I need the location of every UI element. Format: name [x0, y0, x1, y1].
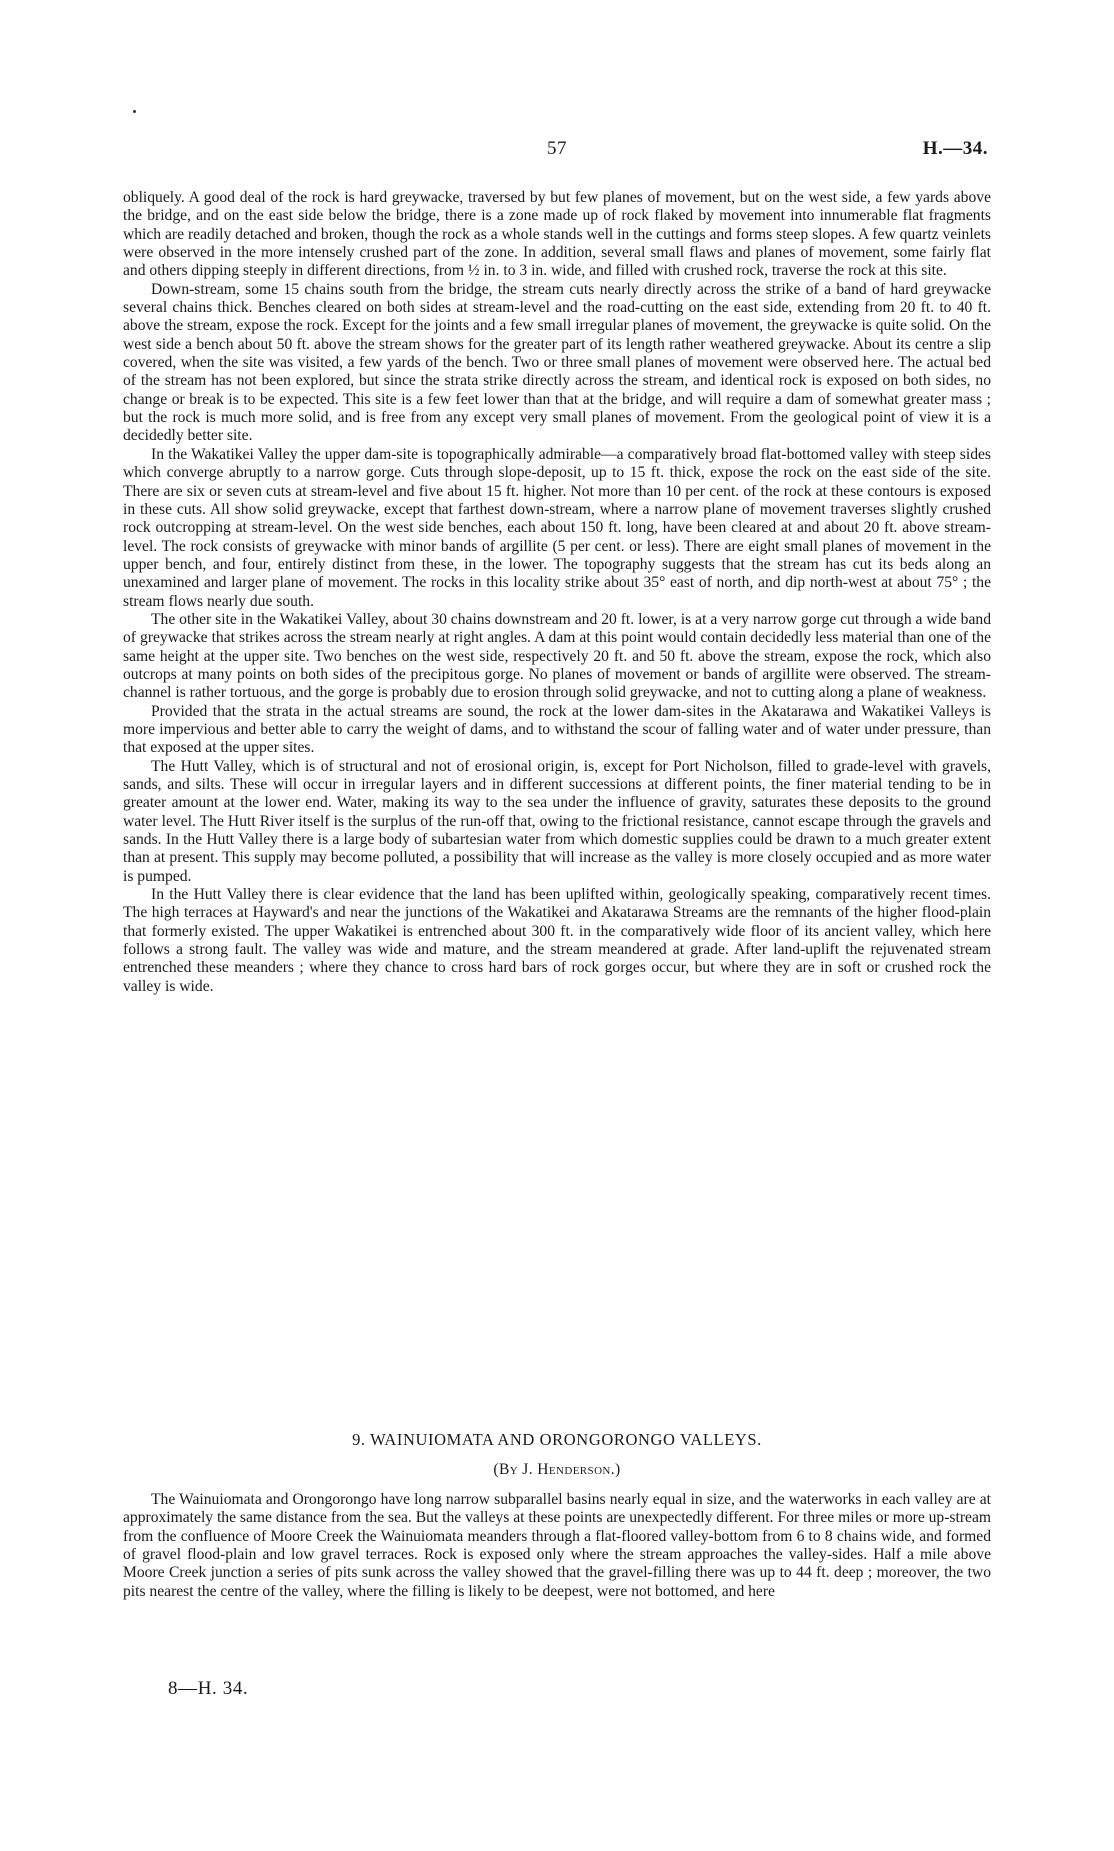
- page-header: [0, 138, 1114, 168]
- section-heading: 9. WAINUIOMATA AND ORONGORONGO VALLEYS.: [352, 1430, 762, 1449]
- document-reference: H.—34.: [922, 138, 988, 159]
- paragraph: In the Hutt Valley there is clear evidence that the land has been uplifted within, geologically speaking, comparatively recent times. The high terraces at Hayward's and near the junctions of the Wakatikei and Akatarawa Streams are the remnants of the higher flood-plain that formerly existed. The upper Wakatikei is entrenched about 300 ft. in the comparatively wide floor of its ancient valley, which here follows a strong fault. The valley was wide and mature, and the stream meandered at grade. After land-uplift the rejuvenated stream entrenched these meanders ; where they chance to cross hard bars of rock gorges occur, but where they are in soft or crushed rock the valley is wide.: [123, 886, 991, 995]
- paragraph: The Wainuiomata and Orongorongo have long narrow subparallel basins nearly equal in size, and the waterworks in each valley are at approximately the same distance from the sea. But the valleys at these points are unexpectedly different. For three miles or more up-stream from the confluence of Moore Creek the Wainuiomata meanders through a flat-floored valley-bottom from 6 to 8 chains wide, and formed of gravel flood-plain and low gravel terraces. Rock is exposed only where the stream approaches the valley-sides. Half a mile above Moore Creek junction a series of pits sunk across the valley showed that the gravel-filling there was up to 44 ft. deep ; moreover, the two pits nearest the centre of the valley, where the filling is likely to be deepest, were not bottomed, and here: [123, 1491, 991, 1600]
- paragraph: The other site in the Wakatikei Valley, about 30 chains downstream and 20 ft. lower, is at a very narrow gorge cut through a wide band of greywacke that strikes across the stream nearly at right angles. A dam at this point would contain decidedly less material than one of the same height at the upper site. Two benches on the west side, respectively 20 ft. and 50 ft. above the stream, expose the rock, which also outcrops at many points on both sides of the precipitous gorge. No planes of movement or bands of argillite were observed. The stream-channel is rather tortuous, and the gorge is probably due to erosion through solid greywacke, and not to cutting along a plane of weakness.: [123, 610, 991, 702]
- paragraph: Provided that the strata in the actual streams are sound, the rock at the lower dam-sites in the Akatarawa and Wakatikei Valleys is more impervious and better able to carry the weight of dams, and to withstand the scour of falling water and of water under pressure, than that exposed at the upper sites.: [123, 702, 991, 757]
- printer-signature: 8—H. 34.: [168, 1678, 249, 1699]
- paragraph: Down-stream, some 15 chains south from the bridge, the stream cuts nearly directly across the strike of a band of hard greywacke several chains thick. Benches cleared on both sides at stream-level and the road-cutting on the east side, extending from 20 ft. to 40 ft. above the stream, expose the rock. Except for the joints and a few small irregular planes of movement, the greywacke is quite solid. On the west side a bench about 50 ft. above the stream shows for the greater part of its length rather weathered greywacke. About its centre a slip covered, when the site was visited, a few yards of the bench. Two or three small planes of movement were observed here. The actual bed of the stream has not been explored, but since the strata strike directly across the stream, and identical rock is exposed on both sides, no change or break is to be expected. This site is a few feet lower than that at the bridge, and will require a dam of somewhat greater mass ; but the rock is much more solid, and is free from any except very small planes of movement. From the geological point of view it is a decidedly better site.: [123, 280, 991, 445]
- section-body-text: [123, 1491, 991, 1601]
- paragraph-continued: obliquely. A good deal of the rock is hard greywacke, traversed by but few planes of movement, but on the west side, a few yards above the bridge, and on the east side below the bridge, there is a zone made up of rock flaked by movement into innumerable flat fragments which are readily detached and broken, though the rock as a whole stands well in the cuttings and forms steep slopes. A few quartz veinlets were observed in the more intensely crushed part of the zone. In addition, several small flaws and planes of movement, some fairly flat and others dipping steeply in different directions, from ½ in. to 3 in. wide, and filled with crushed rock, traverse the rock at this site.: [123, 189, 991, 280]
- paragraph: In the Wakatikei Valley the upper dam-site is topographically admirable—a comparatively broad flat-bottomed valley with steep sides which converge abruptly to a narrow gorge. Cuts through slope-deposit, up to 15 ft. thick, expose the rock on the east side of the site. There are six or seven cuts at stream-level and five about 15 ft. higher. Not more than 10 per cent. of the rock at these contours is exposed in these cuts. All show solid greywacke, except that farthest down-stream, where a narrow plane of movement traverses slightly crushed rock outcropping at stream-level. On the west side benches, each about 150 ft. long, have been cleared at and about 20 ft. above stream-level. The rock consists of greywacke with minor bands of argillite (5 per cent. or less). There are eight small planes of movement in the upper bench, and four, entirely distinct from these, in the lower. The topography suggests that the stream has cut its beds along an unexamined and larger plane of movement. The rocks in this locality strike about 35° east of north, and dip north-west at about 75° ; the stream flows nearly due south.: [123, 445, 991, 610]
- page-number: 57: [547, 138, 567, 159]
- section-byline: (By J. Henderson.): [493, 1461, 621, 1478]
- stray-ink-mark: [133, 110, 136, 113]
- main-body-text: [123, 189, 991, 996]
- paragraph: The Hutt Valley, which is of structural and not of erosional origin, is, except for Port Nicholson, filled to grade-level with gravels, sands, and silts. These will occur in irregular layers and in different successions at different points, the finer material tending to be in greater amount at the lower end. Water, making its way to the sea under the influence of gravity, saturates these deposits to the ground water level. The Hutt River itself is the surplus of the run-off that, owing to the frictional resistance, cannot escape through the gravels and sands. In the Hutt Valley there is a large body of subartesian water from which domestic supplies could be drawn to a much greater extent than at present. This supply may become polluted, a possibility that will increase as the valley is more closely occupied and as more water is pumped.: [123, 757, 991, 885]
